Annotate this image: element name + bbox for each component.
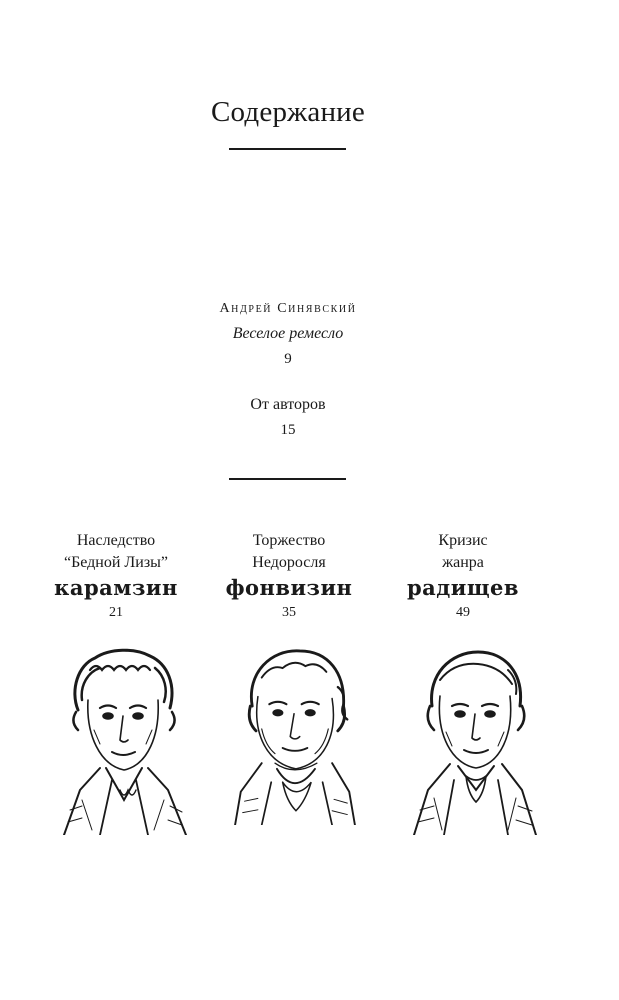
chapter-title-line-1: Кризис [438, 532, 488, 549]
fonvizin-portrait-icon [230, 630, 360, 825]
karamzin-portrait-icon [60, 640, 190, 835]
intro-essay-page-number: 9 [284, 351, 292, 367]
chapter-entry-radishchev[interactable] [383, 530, 543, 621]
chapter-title-line-2: “Бедной Лизы” [63, 554, 169, 571]
chapter-title-line-2: жанра [442, 554, 484, 571]
chapter-author-surname: фонвизин [225, 575, 353, 600]
chapter-entry-fonvizin[interactable] [209, 530, 369, 621]
intro-essay-title[interactable]: Веселое ремесло [232, 325, 344, 342]
chapter-page-number: 35 [282, 605, 296, 620]
section-divider [229, 478, 346, 480]
radishchev-portrait-icon [410, 640, 540, 835]
chapter-title-line-2: Недоросля [252, 554, 326, 571]
chapter-entry-karamzin[interactable] [36, 530, 196, 621]
chapter-page-number: 49 [456, 605, 470, 620]
from-authors-entry[interactable]: От авторов [250, 396, 326, 413]
chapter-author-surname: радищев [406, 575, 520, 600]
chapter-title-line-1: Торжество [252, 532, 326, 549]
title-divider [229, 148, 346, 150]
chapter-title-line-1: Наследство [76, 532, 156, 549]
page-title: Содержание [211, 96, 365, 128]
chapter-page-number: 21 [109, 605, 123, 620]
from-authors-page-number: 15 [280, 422, 296, 438]
chapter-author-surname: карамзин [54, 575, 178, 600]
intro-author: Андрей Синявский [219, 301, 357, 316]
